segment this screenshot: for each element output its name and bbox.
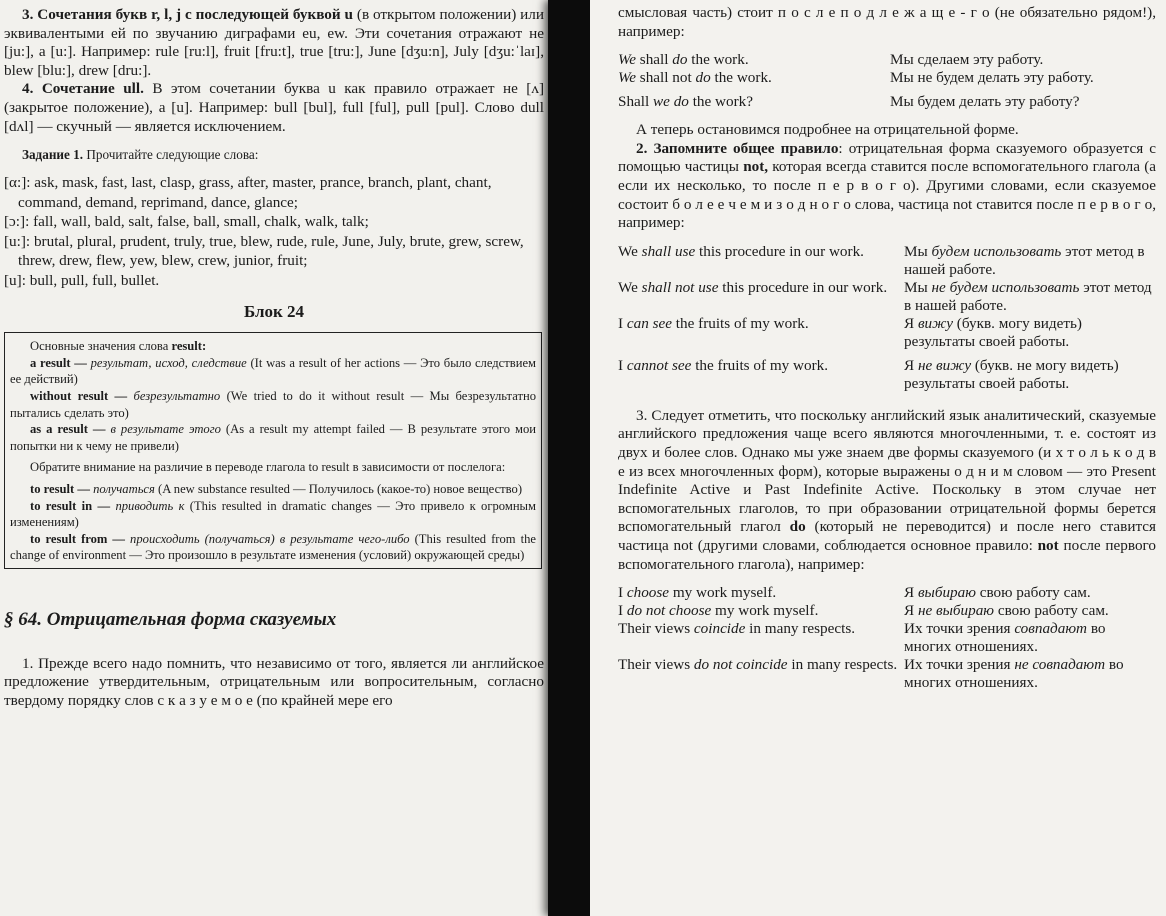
definition-entry <box>10 388 536 421</box>
definition-gloss: получаться <box>93 481 155 496</box>
definition-term: as a result — <box>30 422 106 437</box>
task-1 <box>4 146 544 163</box>
p3-do: do <box>789 518 806 536</box>
section-paragraph-1: 1. Прежде всего надо помнить, что независимо от того, является ли английское предложение утвердительным, отрицательным или вопросительным, согласно твердому порядку слов с к а з у е м о е (по крайней мере его <box>4 654 544 710</box>
example-ru: Я не вижу (букв. не могу видеть) результаты своей работы. <box>904 356 1119 392</box>
definition-example: (As a result my attempt failed — В результате этого мои попытки ни к чему не привели) <box>10 422 536 453</box>
box-intro-word: result: <box>171 339 207 354</box>
definition-example: (A new substance resulted — Получилось (какое-то) новое вещество) <box>158 481 523 496</box>
item-4-text: В этом сочетании буква u как правило отражает не [ʌ] (закрытое положение), а [u]. Например: bull [bul], full [ful], pull [pul]. Слово dull [dʌl] — скучный — является исключением. <box>4 80 545 135</box>
word-list-item: [ɔ:]: fall, wall, bald, salt, false, ball, small, chalk, walk, talk; <box>4 213 369 231</box>
example-en: I choose my work myself. <box>618 584 777 602</box>
left-page <box>0 0 548 916</box>
word-lists <box>4 173 544 290</box>
example-en: We shall use this procedure in our work. <box>618 242 864 260</box>
paragraph-item-4 <box>4 80 544 136</box>
book-gutter <box>548 0 590 916</box>
definition-term: to result — <box>30 481 90 496</box>
example-ru: Я выбираю свою работу сам. <box>904 584 1091 602</box>
p3-not: not <box>1037 536 1059 554</box>
box-intro <box>10 338 536 355</box>
definition-term: to result in — <box>30 498 111 513</box>
example-en: I cannot see the fruits of my work. <box>618 356 829 374</box>
paragraph-3: 3. Следует отметить, что поскольку английский язык аналитический, сказуемые английского предложения чаще всего являются многочленными, т. е. состоят из двух и более слов. Однако мы уже знаем две формы сказуемого (и х т о л ь к о д в е из всех многочленных форм), которые выражены о д н и м словом — это Present Indefinite Active и Past Indefinite Active. Поскольку в этом случае нет вспомогательных глаголов, то при образовании отрицательной формы берется вспомогательный глагол do (который не переводится) и после него ставится частица not (другими словами, соблюдается основное правило: not после первого вспомогательного глагола), например: <box>618 406 1157 573</box>
word-list-item: [u]: bull, pull, full, bullet. <box>4 271 160 289</box>
definition-example: (This resulted from the change of environment — Это произошло в результате изменения (условий) окружающей среды) <box>10 531 536 563</box>
rule-2-heading: 2. Запомните общее правило <box>636 139 839 157</box>
item-4-heading: 4. Сочетание ull. <box>22 80 144 98</box>
definition-term: a result — <box>30 355 87 370</box>
right-top-text: смысловая часть) стоит п о с л е п о д л е ж а щ е - г о (не обязательно рядом!), например: <box>618 4 1156 40</box>
definition-gloss: происходить (получаться) в результате чего-либо <box>130 531 410 546</box>
example-ru: Мы будем делать эту работу? <box>890 93 1080 111</box>
box-intro-label: Основные значения слова <box>30 339 169 354</box>
example-ru: Их точки зрения совпадают во многих отношениях. <box>904 620 1106 656</box>
examples-table-1 <box>618 51 1156 111</box>
example-en: I can see the fruits of my work. <box>618 314 809 332</box>
definition-entry <box>10 421 536 454</box>
item-3-heading: 3. Сочетания букв r, l, j с последующей буквой u <box>22 6 353 23</box>
paragraph-now: А теперь остановимся подробнее на отрицательной форме. <box>636 121 1019 139</box>
block-title: Блок 24 <box>243 302 305 322</box>
paragraph-item-3 <box>4 6 544 80</box>
task-text: Прочитайте следующие слова: <box>86 147 259 163</box>
definition-example: (This resulted in dramatic changes — Это привело к огромным изменениям) <box>10 498 536 530</box>
example-ru: Я вижу (букв. могу видеть) результаты своей работы. <box>904 314 1082 350</box>
definition-gloss: результат, исход, следствие <box>90 355 247 370</box>
example-ru: Мы не будем использовать этот метод в нашей работе. <box>904 278 1152 314</box>
definition-gloss: безрезультатно <box>133 388 221 403</box>
word-list-item: [α:]: ask, mask, fast, last, clasp, grass, after, master, prance, branch, plant, chant, command, demand, reprimand, dance, glance; <box>4 174 492 211</box>
section-title: § 64. Отрицательная форма сказуемых <box>4 608 337 630</box>
rule-2-paragraph: 2. Запомните общее правило: отрицательная форма сказуемого образуется с помощью частицы not, которая всегда ставится после вспомогательного глагола (а если их несколько, то после п е р в о г о). Другими словами, если сказуемое состоит б о л е е ч е м и з о д н о г о слова, частица not ставится после п е р в о г о, например: <box>618 139 1156 232</box>
example-en: Their views do not coincide in many respects. <box>618 656 898 674</box>
box-note: Обратите внимание на различие в переводе глагола to result в зависимости от послелога: <box>30 460 506 475</box>
examples-table-2 <box>618 243 1156 393</box>
definition-term: to result from — <box>30 531 126 546</box>
task-heading: Задание 1. <box>22 147 84 163</box>
example-en: Shall we do the work? <box>618 93 753 111</box>
example-en: We shall do the work. <box>618 51 749 69</box>
example-en: We shall not use this procedure in our work. <box>618 278 888 296</box>
example-ru: Я не выбираю свою работу сам. <box>904 602 1109 620</box>
definition-term: without result — <box>30 388 128 403</box>
definition-example: (We tried to do it without result — Мы безрезультатно пытались сделать это) <box>10 388 537 420</box>
word-list-item: [u:]: brutal, plural, prudent, truly, true, blew, rude, rule, June, July, brute, grew, screw, threw, drew, flew, yew, blew, crew, junior, fruit; <box>4 232 524 270</box>
definition-entry <box>10 531 536 564</box>
example-en: Their views coincide in many respects. <box>618 620 856 638</box>
example-ru: Мы сделаем эту работу. <box>890 51 1044 69</box>
example-ru: Мы будем использовать этот метод в нашей работе. <box>904 242 1145 278</box>
definition-gloss: приводить к <box>115 498 185 513</box>
result-definitions-box <box>4 332 542 569</box>
definition-example: (It was a result of her actions — Это было следствием ее действий) <box>10 355 537 387</box>
definition-entry <box>10 481 536 498</box>
example-en: We shall not do the work. <box>618 69 772 87</box>
example-ru: Мы не будем делать эту работу. <box>890 69 1094 87</box>
item-3-text: (в открытом положении) или эквивалентыми ей по звучанию диграфами eu, ew. Эти сочетания отражают не [ju:], а [u:]. Например: rule [ru:l], fruit [fru:t], true [tru:], June [dʒu:n], July [dʒu:ˈlaɪ], blew [blu:], drew [dru:]. <box>4 6 545 79</box>
definition-entry <box>10 355 536 388</box>
examples-table-3 <box>618 584 1156 692</box>
definition-gloss: в результате этого <box>110 422 221 437</box>
example-en: I do not choose my work myself. <box>618 602 819 620</box>
example-ru: Их точки зрения не совпадают во многих отношениях. <box>904 656 1124 692</box>
definition-entry <box>10 498 536 531</box>
right-page <box>590 0 1166 916</box>
rule-2-not: not, <box>743 158 769 176</box>
